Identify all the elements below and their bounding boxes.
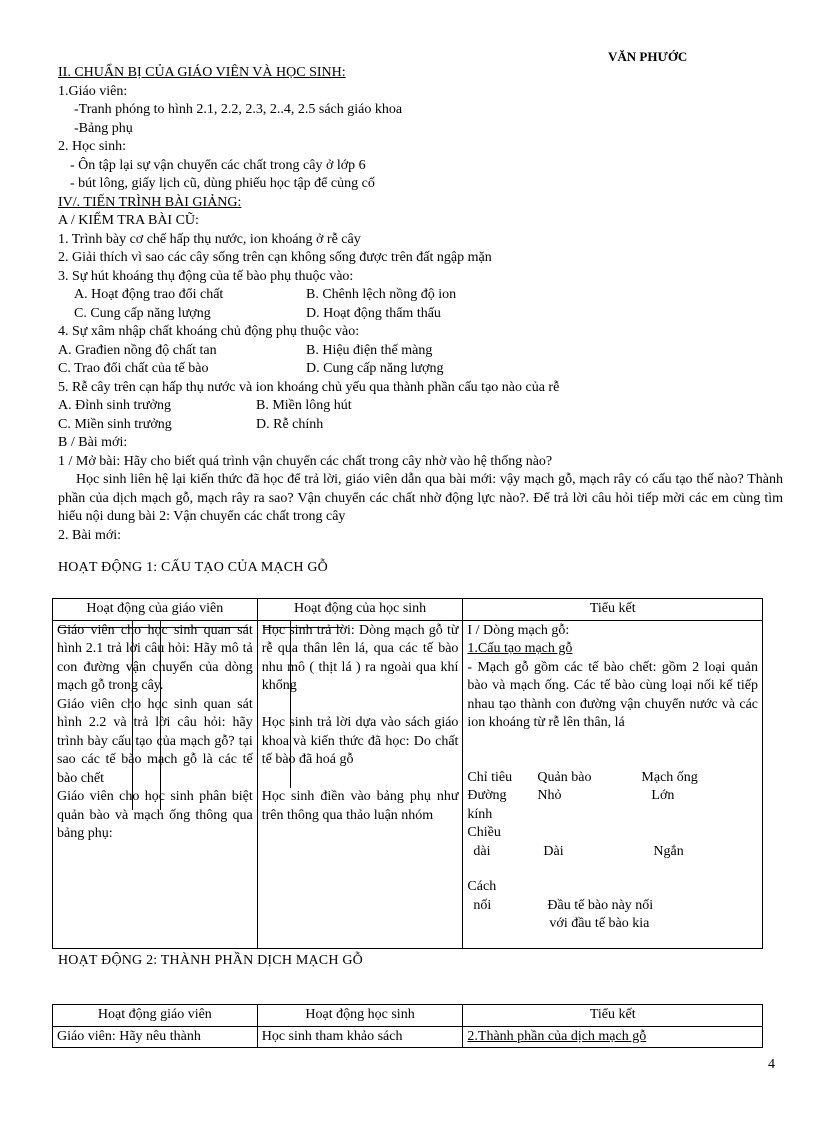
table-header: Hoạt động giáo viên	[53, 1005, 258, 1027]
answer-option: A. Hoạt động trao đổi chất	[74, 287, 224, 302]
answer-option: D. Rễ chính	[256, 416, 324, 432]
compare-label: dài	[473, 843, 491, 859]
activity-2-table	[52, 1004, 763, 1048]
compare-value: với đầu tế bào kia	[549, 916, 650, 931]
compare-label: Đường	[467, 788, 507, 803]
answer-row	[58, 342, 783, 361]
answer-option: D. Hoạt động thẩm thấu	[306, 305, 441, 321]
student-activity-cell: Học sinh tham khảo sách	[257, 1026, 463, 1048]
activity-1-title: HOẠT ĐỘNG 1: CẤU TẠO CỦA MẠCH GỖ	[58, 560, 328, 575]
answer-row	[58, 286, 783, 305]
activity-1-table	[52, 598, 763, 949]
compare-value: Ngắn	[653, 843, 684, 859]
answer-row	[58, 397, 783, 416]
compare-row	[467, 787, 758, 806]
compare-value: Đầu tế bào này nối	[547, 897, 654, 913]
student-activity-cell	[257, 620, 463, 948]
teacher-paragraph: Giáo viên cho học sinh quan sát hình 2.1 trả lời câu hỏi: Hãy mô tả con đường vận chuyển của dòng mạch gỗ trong cây.	[57, 622, 253, 693]
compare-header	[467, 769, 758, 788]
teacher-activity-cell: Giáo viên: Hãy nêu thành	[53, 1026, 258, 1048]
table-header: Hoạt động học sinh	[257, 1005, 463, 1027]
answer-option: B. Miền lông hút	[256, 398, 352, 413]
summary-subtitle: 1.Cấu tạo mạch gỗ	[467, 641, 573, 656]
compare-label: nối	[473, 897, 492, 913]
pen-mark	[58, 627, 248, 628]
summary-title: I / Dòng mạch gỗ:	[467, 622, 570, 638]
author-name: VĂN PHƯỚC	[608, 49, 688, 64]
pen-mark	[160, 620, 161, 810]
subsection-title: A / KIỂM TRA BÀI CŨ:	[58, 213, 199, 228]
student-paragraph: Học sinh trả lời dựa vào sách giáo khoa và kiến thức đã học: Do chất tế bào đã hoá gỗ	[261, 715, 459, 767]
student-paragraph: Học sinh điền vào bảng phụ như trên thông qua thảo luận nhóm	[261, 789, 459, 823]
pen-mark	[290, 620, 291, 788]
question: 4. Sự xâm nhập chất khoáng chủ động phụ thuộc vào:	[58, 324, 360, 339]
compare-row	[467, 824, 758, 843]
summary-cell	[463, 620, 763, 948]
section-title: II. CHUẨN BỊ CỦA GIÁO VIÊN VÀ HỌC SINH:	[58, 65, 346, 80]
page-number: 4	[768, 1057, 775, 1072]
answer-row	[58, 360, 783, 379]
teacher-paragraph: Giáo viên cho học sinh phân biệt quản bào và mạch ống thông qua bảng phụ:	[57, 789, 253, 841]
question: 1. Trình bày cơ chế hấp thụ nước, ion khoáng ở rễ cây	[58, 231, 361, 247]
answer-option: C. Miền sinh trưởng	[58, 416, 172, 432]
table-header: Tiểu kết	[463, 1005, 763, 1027]
list-item: -Tranh phóng to hình 2.1, 2.2, 2.3, 2..4, 2.5 sách giáo khoa	[74, 102, 403, 117]
list-item: - bút lông, giấy lịch cũ, dùng phiếu học tập để củng cố	[70, 176, 375, 191]
compare-row	[467, 843, 758, 862]
question: 3. Sự hút khoáng thụ động của tế bào phụ thuộc vào:	[58, 268, 354, 284]
answer-option: C. Trao đổi chất của tế bào	[58, 361, 209, 376]
student-paragraph: Học sinh trả lời: Dòng mạch gỗ từ rễ qua thân lên lá, qua các tế bào nhu mô ( thịt lá ) ra ngoài qua khí khổng	[261, 622, 459, 693]
teacher-activity-cell	[53, 620, 258, 948]
intro-text: 1 / Mở bài: Hãy cho biết quá trình vận chuyển các chất trong cây nhờ vào hệ thống nào?	[58, 453, 553, 469]
new-lesson-label: 2. Bài mới:	[58, 527, 122, 543]
compare-value: Nhỏ	[537, 788, 562, 803]
summary-cell: 2.Thành phần của dịch mạch gỗ	[463, 1026, 763, 1048]
table-header: Hoạt động của giáo viên	[53, 599, 258, 621]
answer-option: B. Chênh lệch nồng độ ion	[306, 287, 457, 302]
summary-text: - Mạch gỗ gồm các tế bào chết: gồm 2 loại quản bào và mạch ống. Các tế bào cùng loại nối kế tiếp nhau tạo thành con đường vận chuyển nước và các ion khoáng từ rễ lên thân, lá	[467, 659, 758, 730]
question: 2. Giải thích vì sao các cây sống trên cạn không sống được trên đất ngập mặn	[58, 250, 492, 265]
compare-row	[467, 806, 758, 825]
answer-row	[58, 416, 783, 435]
student-label: 2. Học sinh:	[58, 139, 127, 154]
compare-col-label: Quản bào	[537, 769, 592, 785]
compare-col-label: Mạch ống	[641, 769, 698, 785]
answer-option: A. Građien nồng độ chất tan	[58, 342, 217, 358]
answer-option: A. Đỉnh sinh trưởng	[58, 398, 171, 413]
teacher-paragraph: Giáo viên cho học sinh quan sát hình 2.2 và trả lời câu hỏi: hãy trình bày cấu tạo của mạch gỗ? tại sao các tế bào mạch gỗ là các tế bào chết	[57, 696, 253, 786]
table-header: Hoạt động của học sinh	[257, 599, 463, 621]
compare-value: Lớn	[651, 788, 675, 803]
answer-option: D. Cung cấp năng lượng	[306, 361, 444, 376]
answer-option: B. Hiệu điện thế màng	[306, 342, 433, 358]
compare-row	[467, 897, 758, 916]
compare-value: Dài	[543, 843, 564, 859]
compare-label: Chiều	[467, 825, 501, 840]
document-body	[58, 64, 783, 578]
table-header: Tiểu kết	[463, 599, 763, 621]
question: 5. Rễ cây trên cạn hấp thụ nước và ion khoáng chủ yếu qua thành phần cấu tạo nào của rễ	[58, 379, 560, 395]
list-item: -Bảng phụ	[74, 120, 133, 136]
answer-option: C. Cung cấp năng lượng	[74, 305, 211, 321]
compare-label: kính	[467, 806, 493, 822]
compare-row	[467, 915, 758, 934]
list-item: - Ôn tập lại sự vận chuyển các chất trong cây ở lớp 6	[70, 157, 366, 173]
answer-row	[58, 305, 783, 324]
pen-mark	[263, 627, 343, 628]
pen-mark	[132, 620, 133, 810]
teacher-label: 1.Giáo viên:	[58, 83, 128, 99]
subsection-title: B / Bài mới:	[58, 435, 128, 450]
compare-label: Cách	[467, 879, 497, 894]
intro-paragraph: Học sinh liên hệ lại kiến thức đã học để trả lời, giáo viên dẫn qua bài mới: vậy mạch gỗ, mạch rây có cấu tạo thế nào? Thành phần của dịch mạch gỗ, mạch rây ra sao? Vận chuyển các chất nhờ động lực nào?. Để trả lời câu hỏi tiếp mời các em cùng tìm hiểu nội dung bài 2: Vận chuyển các chất trong cây	[58, 472, 783, 524]
section-title: IV/. TIẾN TRÌNH BÀI GIẢNG:	[58, 194, 242, 210]
compare-col-label: Chỉ tiêu	[467, 769, 513, 785]
compare-row	[467, 878, 758, 897]
activity-2-title: HOẠT ĐỘNG 2: THÀNH PHẦN DỊCH MẠCH GỖ	[58, 953, 363, 968]
